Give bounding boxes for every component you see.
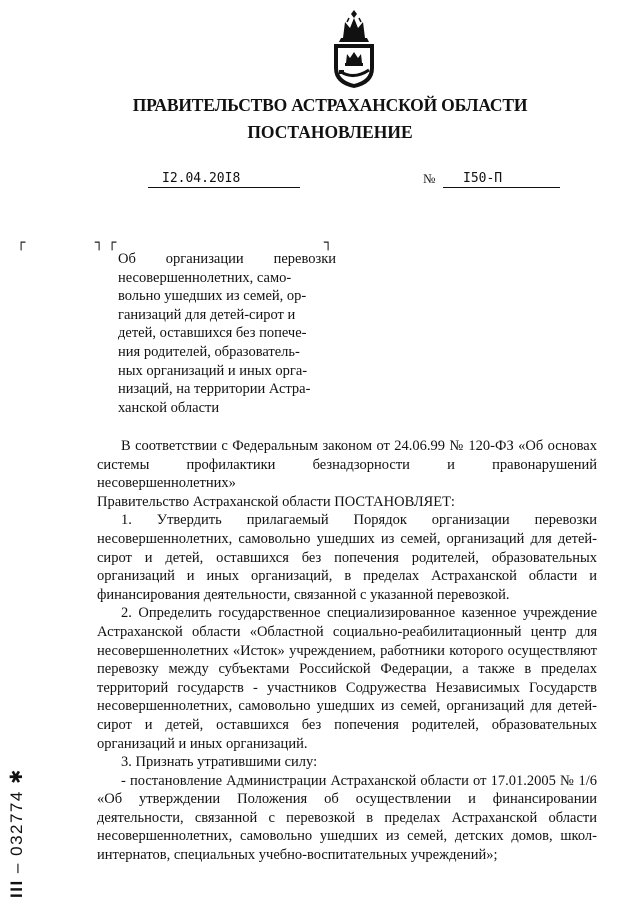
corner-mark-subject-left: ┌ [108,235,117,251]
corner-mark-subject-right: ┐ [95,235,104,251]
clause-1-paragraph: 1. Утвердить прилагаемый Порядок организации перевозки несовершеннолетних, самовольно ушедших из семей, организаций для детей-сирот и детей, оставшихся без попечения родителей, образовательных организаций и иных организаций, в пределах Астраханской области и финансирования деятельности, связанной с указанной перевозкой. [97,512,597,603]
clause-2-paragraph: 2. Определить государственное специализированное казенное учреждение Астраханской области «Областной социально-реабилитационный центр для несовершеннолетних «Исток» учреждением, работники которого осуществляют перевозку между субъектами Российской Федерации, а также в пределах территорий государств - участников Содружества Независимых Государств несовершеннолетних, самовольно ушедших из семей, организаций для детей-сирот и детей, оставшихся без попечения родителей, образовательных организаций и иных организаций. [97,605,597,752]
serial-series: ІІІ [7,879,26,898]
corner-mark-left: ┌ [17,235,26,251]
clause-3-item-paragraph: - постановление Администрации Астраханской области от 17.01.2005 № 1/6 «Об утверждении Положения об осуществлении и финансировании деятельности, связанной с перевозкой в пределах Астраханской области несовершеннолетних, самовольно ушедших из семей, детских домов, школ-интернатов, специальных учебно-воспитательных учреждений»; [97,772,597,864]
clause-3-paragraph: 3. Признать утратившими силу: [121,754,318,771]
corner-mark-right: ┐ [324,235,333,251]
document-subject: Об организации перевозки несовершеннолетних, само- вольно ушедших из семей, ор- ганизаций для детей-сирот и детей, оставшихся без попече- ния родителей, образователь- ных организаций и иных орга- низаций, на территории Астра- ханской области [118,251,336,416]
document-body [97,437,597,865]
document-number: I50-П [443,171,560,188]
document-date: I2.04.20I8 [148,171,300,188]
resolution-paragraph: Правительство Астраханской области ПОСТАНОВЛЯЕТ: [97,493,455,510]
preamble-paragraph: В соответствии с Федеральным законом от 24.06.99 № 120-ФЗ «Об основах системы профилактики безнадзорности и правонарушений несовершеннолетних» [97,438,597,492]
side-serial-number [4,707,34,907]
serial-dash: – [7,862,26,874]
number-label: № [423,171,436,186]
serial-star-icon: ✱ [7,768,26,784]
coat-of-arms-icon [325,8,383,90]
serial-number: 032774 [7,790,26,856]
organization-title: ПРАВИТЕЛЬСТВО АСТРАХАНСКОЙ ОБЛАСТИ [132,95,528,115]
document-type: ПОСТАНОВЛЕНИЕ [247,122,413,142]
